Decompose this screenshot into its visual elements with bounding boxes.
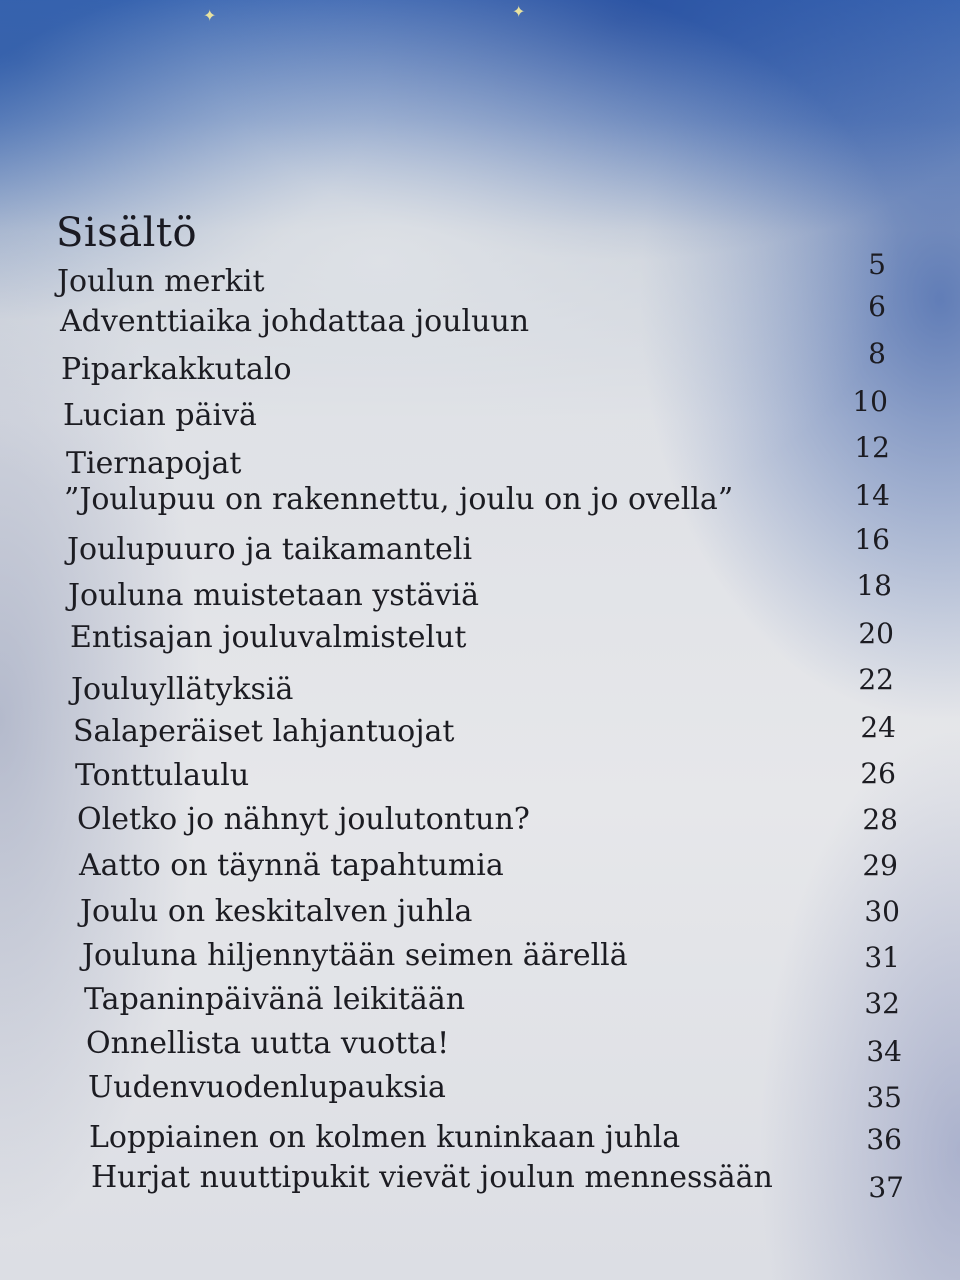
toc-entry-title: Uudenvuodenlupauksia [88, 1070, 446, 1105]
page-title: Sisältö [56, 210, 198, 256]
star-decoration-icon: ✦ [203, 6, 217, 25]
toc-entry-page-number: 8 [868, 337, 886, 370]
toc-entry-title: Aatto on täynnä tapahtumia [79, 848, 504, 883]
toc-entry-page-number: 14 [854, 479, 890, 512]
toc-entry-title: Joulun merkit [57, 264, 265, 299]
toc-entry-page-number: 28 [862, 803, 898, 836]
toc-entry-title: Joulupuuro ja taikamanteli [67, 532, 473, 567]
toc-entry-page-number: 12 [854, 431, 890, 464]
toc-entry-title: Jouluna muistetaan ystäviä [68, 578, 480, 613]
star-decoration-icon: ✦ [512, 2, 526, 21]
toc-entry-page-number: 6 [868, 290, 886, 323]
toc-entry-title: ”Joulupuu on rakennettu, joulu on jo ovella” [64, 482, 734, 517]
toc-entry-page-number: 31 [864, 941, 900, 974]
toc-entry-page-number: 22 [858, 663, 894, 696]
toc-entry-page-number: 24 [860, 711, 896, 744]
toc-entry-page-number: 35 [866, 1081, 902, 1114]
toc-entry-title: Tiernapojat [66, 446, 242, 481]
toc-entry-page-number: 36 [866, 1123, 902, 1156]
toc-entry-page-number: 37 [868, 1171, 904, 1204]
toc-entry-title: Hurjat nuuttipukit vievät joulun mennessään [91, 1160, 773, 1195]
toc-entry-title: Tonttulaulu [75, 758, 250, 793]
toc-entry-page-number: 30 [864, 895, 900, 928]
toc-entry-title: Jouluna hiljennytään seimen äärellä [82, 938, 628, 973]
toc-entry-page-number: 10 [852, 385, 888, 418]
toc-entry-title: Tapaninpäivänä leikitään [84, 982, 466, 1017]
toc-entry-title: Onnellista uutta vuotta! [86, 1026, 450, 1061]
toc-entry-title: Jouluyllätyksiä [71, 672, 294, 707]
toc-entry-page-number: 26 [860, 757, 896, 790]
toc-entry-page-number: 16 [854, 523, 890, 556]
toc-entry-title: Entisajan jouluvalmistelut [70, 620, 467, 655]
toc-entry-title: Salaperäiset lahjantuojat [73, 714, 455, 749]
toc-entry-page-number: 29 [862, 849, 898, 882]
toc-entry-page-number: 18 [856, 569, 892, 602]
toc-entry-title: Oletko jo nähnyt joulutontun? [77, 802, 530, 837]
toc-entry-page-number: 20 [858, 617, 894, 650]
toc-entry-title: Loppiainen on kolmen kuninkaan juhla [89, 1120, 681, 1155]
toc-entry-title: Joulu on keskitalven juhla [80, 894, 473, 929]
toc-entry-page-number: 34 [866, 1035, 902, 1068]
toc-entry-title: Piparkakkutalo [61, 352, 292, 387]
toc-entry-page-number: 32 [864, 987, 900, 1020]
toc-entry-page-number: 5 [868, 248, 886, 281]
toc-entry-title: Lucian päivä [63, 398, 257, 433]
toc-entry-title: Adventtiaika johdattaa jouluun [60, 304, 530, 339]
